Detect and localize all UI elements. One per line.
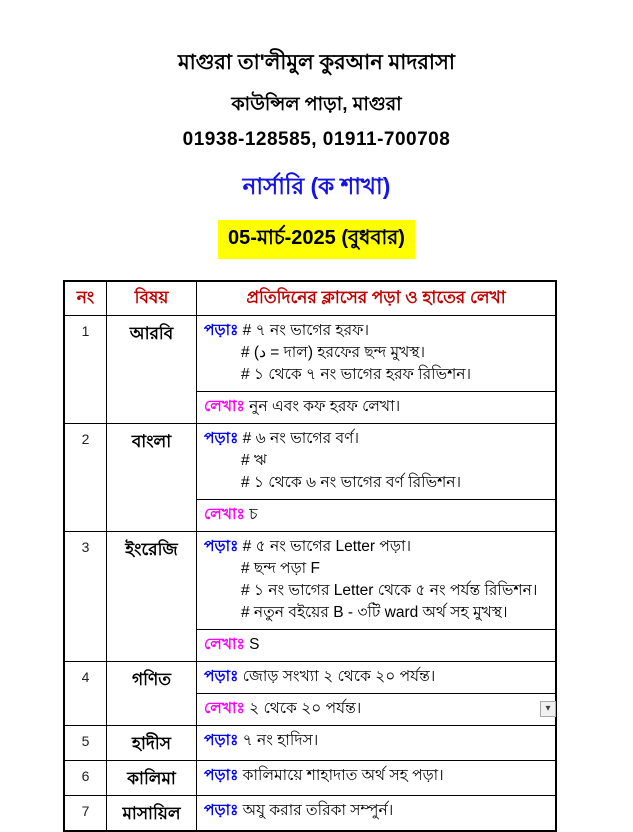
row-number: 5 [64, 726, 107, 761]
pora-label: পড়াঃ [204, 668, 239, 685]
subject-cell: কালিমা [107, 761, 197, 796]
lekha-section [197, 693, 555, 725]
subject-cell: হাদীস [107, 726, 197, 761]
content-cell [197, 726, 557, 761]
pora-line: # ঋ [241, 452, 267, 469]
table-row [64, 424, 556, 532]
content-cell [197, 662, 557, 726]
subject-cell: আরবি [107, 316, 197, 424]
row-number: 4 [64, 662, 107, 726]
lekha-section [197, 629, 555, 661]
lekha-text: চ [244, 506, 258, 523]
pora-section [197, 796, 555, 827]
header-cell-lessons: প্রতিদিনের ক্লাসের পড়া ও হাতের লেখা [197, 281, 557, 316]
table-row [64, 532, 556, 662]
lekha-text: নুন এবং কফ হরফ লেখা। [244, 398, 401, 415]
date-line-wrap [0, 220, 633, 259]
row-number: 6 [64, 761, 107, 796]
pora-line: # ৫ নং ভাগের Letter পড়া। [238, 538, 412, 555]
content-cell [197, 316, 557, 424]
lekha-section [197, 391, 555, 423]
subject-cell: বাংলা [107, 424, 197, 532]
phone-numbers: 01938-128585, 01911-700708 [182, 129, 451, 150]
row-number: 3 [64, 532, 107, 662]
pora-line: # (د = দাল) হরফের ছন্দ মুখস্থ। [241, 344, 426, 361]
class-title: নার্সারি (ক শাখা) [242, 173, 391, 199]
content-cell [197, 796, 557, 832]
dropdown-marker-icon[interactable]: ▾ [540, 701, 556, 717]
pora-section [197, 532, 555, 629]
subject-cell: ইংরেজি [107, 532, 197, 662]
pora-line: ৭ নং হাদিস। [238, 732, 319, 749]
lesson-table [63, 280, 557, 832]
content-cell [197, 532, 557, 662]
table-header-row [64, 281, 556, 316]
pora-line: # ১ নং ভাগের Letter থেকে ৫ নং পর্যন্ত রিভিশন। [241, 582, 538, 599]
row-number: 1 [64, 316, 107, 424]
pora-label: পড়াঃ [204, 322, 239, 339]
pora-line: কালিমায়ে শাহাদাত অর্থ সহ পড়া। [238, 767, 444, 784]
table-row [64, 726, 556, 761]
lekha-label: লেখাঃ [204, 700, 245, 717]
pora-line: # ১ থেকে ৬ নং ভাগের বর্ণ রিভিশন। [241, 474, 462, 491]
lesson-table-body [64, 316, 556, 832]
pora-line: # ছন্দ পড়া F [241, 560, 320, 577]
lekha-label: লেখাঃ [204, 398, 245, 415]
content-cell [197, 424, 557, 532]
pora-section [197, 662, 555, 693]
pora-label: পড়াঃ [204, 802, 239, 819]
lekha-section [197, 499, 555, 531]
subject-cell: গণিত [107, 662, 197, 726]
pora-label: পড়াঃ [204, 538, 239, 555]
pora-line: # ৭ নং ভাগের হরফ। [238, 322, 370, 339]
date-highlight: 05-মার্চ-2025 (বুধবার) [218, 220, 415, 259]
table-row [64, 662, 556, 726]
address-line: কাউন্সিল পাড়া, মাগুরা [231, 94, 402, 115]
pora-line: অযু করার তরিকা সম্পুর্ন। [238, 802, 394, 819]
lekha-label: লেখাঃ [204, 636, 245, 653]
pora-label: পড়াঃ [204, 430, 239, 447]
pora-line: # নতুন বইয়ের B - ৩টি ward অর্থ সহ মুখস্থ। [241, 604, 508, 621]
pora-line: জোড় সংখ্যা ২ থেকে ২০ পর্যন্ত। [238, 668, 436, 685]
table-row [64, 316, 556, 424]
table-row [64, 761, 556, 796]
pora-section [197, 424, 555, 499]
lekha-text: ২ থেকে ২০ পর্যন্ত। [244, 700, 362, 717]
school-name: মাগুরা তা'লীমুল কুরআন মাদরাসা [178, 51, 455, 74]
pora-line: # ৬ নং ভাগের বর্ণ। [238, 430, 360, 447]
row-number: 7 [64, 796, 107, 832]
pora-section [197, 316, 555, 391]
pora-label: পড়াঃ [204, 767, 239, 784]
pora-section [197, 726, 555, 757]
pora-label: পড়াঃ [204, 732, 239, 749]
pora-line: # ১ থেকে ৭ নং ভাগের হরফ রিভিশন। [241, 366, 472, 383]
document-header [0, 0, 633, 259]
header-cell-no: নং [64, 281, 107, 316]
content-cell [197, 761, 557, 796]
pora-section [197, 761, 555, 792]
subject-cell: মাসায়িল [107, 796, 197, 832]
header-cell-subject: বিষয় [107, 281, 197, 316]
lekha-label: লেখাঃ [204, 506, 245, 523]
row-number: 2 [64, 424, 107, 532]
lekha-text: S [244, 636, 260, 653]
table-row [64, 796, 556, 832]
